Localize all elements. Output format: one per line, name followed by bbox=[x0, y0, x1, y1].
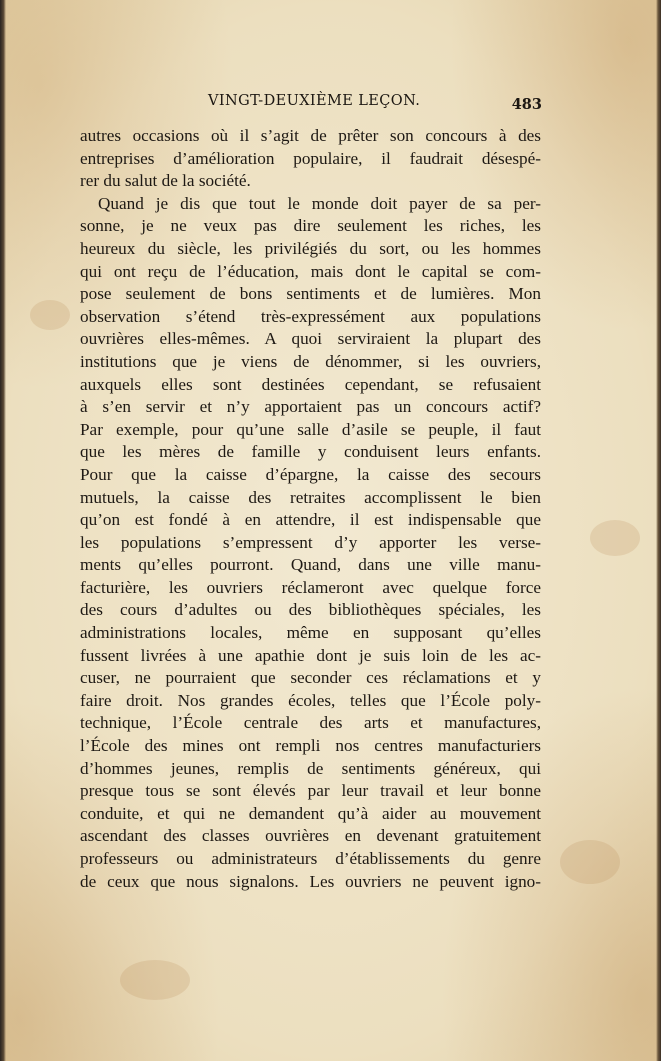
text-line: technique, l’École centrale des arts et manufactures, bbox=[80, 713, 541, 733]
text-line: d’hommes jeunes, remplis de sentiments généreux, qui bbox=[80, 758, 541, 778]
text-line: que les mères de famille y conduisent leurs enfants. bbox=[80, 442, 541, 462]
text-line: administrations locales, même en supposant qu’elles bbox=[80, 623, 541, 643]
text-line: heureux du siècle, les privilégiés du sort, ou les hommes bbox=[80, 238, 541, 258]
text-line: qui ont reçu de l’éducation, mais dont le capital se com- bbox=[80, 261, 541, 281]
text-line: Quand je dis que tout le monde doit payer de sa per- bbox=[98, 193, 541, 213]
text-line: auxquels elles sont destinées cependant, se refusaient bbox=[80, 374, 541, 394]
text-line: facturière, les ouvriers réclameront avec quelque force bbox=[80, 577, 541, 597]
text-line: observation s’étend très-expressément aux populations bbox=[80, 306, 541, 326]
text-line: Pour que la caisse d’épargne, la caisse des secours bbox=[80, 464, 541, 484]
text-line: de ceux que nous signalons. Les ouvriers ne peuvent igno- bbox=[80, 871, 541, 891]
text-line: fussent livrées à une apathie dont je suis loin de les ac- bbox=[80, 645, 541, 665]
foxing-stain bbox=[120, 960, 190, 1000]
text-line: conduite, et qui ne demandent qu’à aider au mouvement bbox=[80, 803, 541, 823]
foxing-stain bbox=[30, 300, 70, 330]
text-line: à s’en servir et n’y apportaient pas un concours actif? bbox=[80, 397, 541, 417]
page-left-edge bbox=[0, 0, 6, 1061]
text-line: les populations s’empressent d’y apporter les verse- bbox=[80, 532, 541, 552]
text-line: entreprises d’amélioration populaire, il faudrait désespé- bbox=[80, 148, 541, 168]
text-line: qu’on est fondé à en attendre, il est indispensable que bbox=[80, 510, 541, 530]
page-number: 483 bbox=[511, 96, 542, 113]
text-line: cuser, ne pourraient que seconder ces réclamations et y bbox=[80, 668, 541, 688]
text-line: presque tous se sont élevés par leur travail et leur bonne bbox=[80, 781, 541, 801]
foxing-stain bbox=[560, 840, 620, 884]
text-line: pose seulement de bons sentiments et de lumières. Mon bbox=[80, 284, 541, 304]
text-line: ascendant des classes ouvrières en devenant gratuitement bbox=[80, 826, 541, 846]
text-line: l’École des mines ont rempli nos centres manufacturiers bbox=[80, 736, 541, 756]
text-line: sonne, je ne veux pas dire seulement les riches, les bbox=[80, 216, 541, 236]
body-text bbox=[80, 125, 541, 893]
text-line: ments qu’elles pourront. Quand, dans une ville manu- bbox=[80, 555, 541, 575]
page-header bbox=[80, 93, 542, 123]
text-line: faire droit. Nos grandes écoles, telles que l’École poly- bbox=[80, 690, 541, 710]
text-line: autres occasions où il s’agit de prêter son concours à des bbox=[80, 126, 541, 145]
page-right-edge bbox=[656, 0, 661, 1061]
text-line: des cours d’adultes ou des bibliothèques spéciales, les bbox=[80, 600, 541, 620]
text-line: ouvrières elles-mêmes. A quoi serviraient la plupart des bbox=[80, 329, 541, 349]
text-line: mutuels, la caisse des retraites accomplissent le bien bbox=[80, 487, 541, 507]
text-line: institutions que je viens de dénommer, si les ouvriers, bbox=[80, 351, 541, 371]
running-head: VINGT-DEUXIÈME LEÇON. bbox=[208, 93, 421, 109]
text-line: Par exemple, pour qu’une salle d’asile se peuple, il faut bbox=[80, 419, 541, 439]
text-line: rer du salut de la société. bbox=[80, 171, 251, 191]
text-line: professeurs ou administrateurs d’établissements du genre bbox=[80, 849, 541, 868]
foxing-stain bbox=[590, 520, 640, 556]
